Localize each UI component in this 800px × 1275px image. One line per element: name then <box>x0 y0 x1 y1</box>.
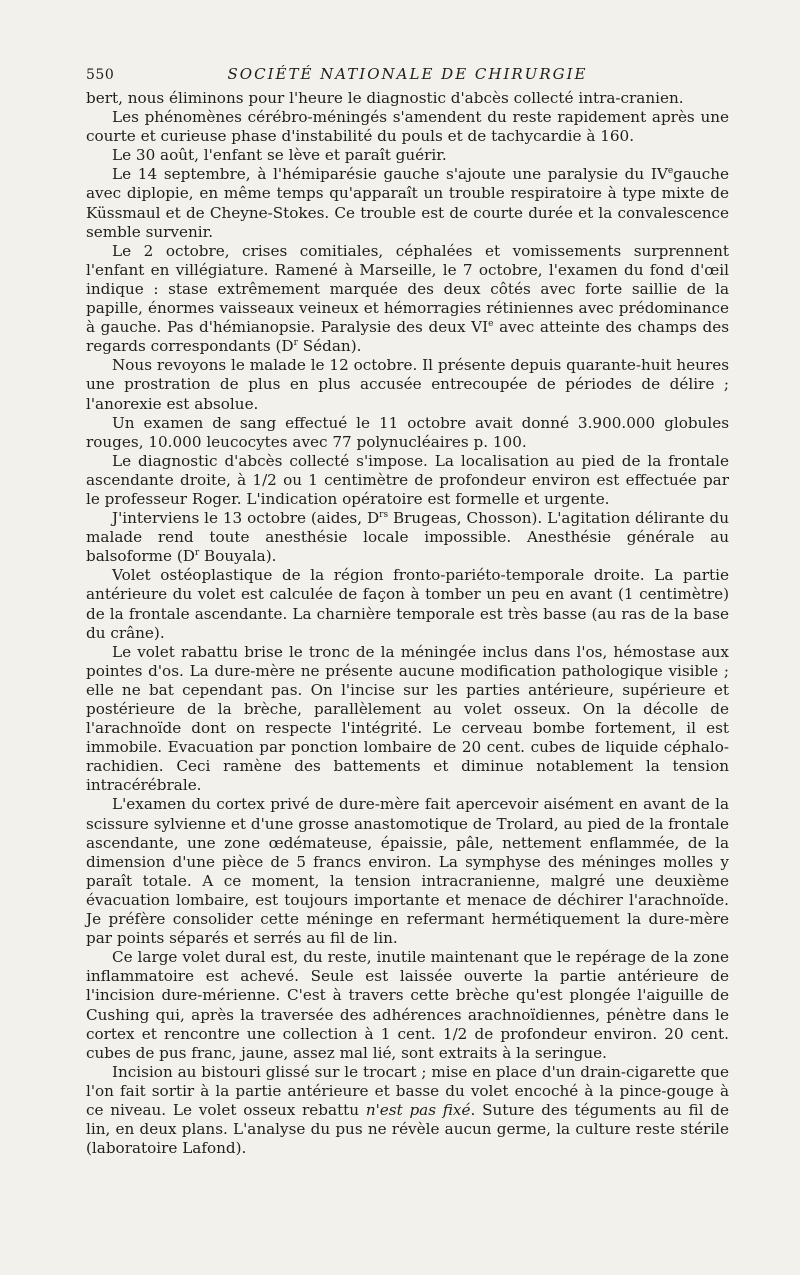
paragraph <box>86 948 729 1063</box>
paragraph <box>86 165 729 241</box>
paragraph <box>86 108 729 146</box>
paragraph <box>86 566 729 642</box>
paragraph <box>86 356 729 413</box>
italic-text: n'est pas fixé <box>365 1100 471 1119</box>
superscript: e <box>488 319 494 330</box>
paragraph-text: Ce large volet dural est, du reste, inutile maintenant que le repérage de la zone inflammatoire est achevé. Seule est laissée ouverte la partie antérieure de l'incision dure-mérienne. C'est à travers cette brèche qu'est plongée l'aiguille de Cushing qui, après la traversée des adhérences arachnoïdiennes, pénètre dans le cortex et rencontre une collection à 1 cent. 1/2 de profondeur environ. 20 cent. cubes de pus franc, jaune, assez mal lié, sont extraits à la seringue. <box>86 948 729 1062</box>
paragraph <box>86 414 729 452</box>
superscript: r <box>293 338 298 349</box>
paragraph-text: Incision au bistouri glissé sur le trocart ; mise en place d'un drain-cigarette que l'on fait sortir à la partie antérieure et basse du volet encoché à la pince-gouge à ce niveau. Le volet osseux rebattu <box>86 1062 729 1119</box>
paragraph <box>86 242 729 357</box>
paragraph <box>86 89 729 108</box>
body-text <box>86 89 729 1158</box>
running-title: SOCIÉTÉ NATIONALE DE CHIRURGIE <box>227 65 588 83</box>
paragraph-text: J'interviens le 13 octobre (aides, D <box>112 509 380 528</box>
paragraph-text: Le 30 août, l'enfant se lève et paraît guérir. <box>112 146 447 165</box>
paragraph-text: Sédan). <box>297 337 362 356</box>
paragraph-text: Volet ostéoplastique de la région fronto-pariéto-temporale droite. La partie antérieure du volet est calculée de façon à tomber un peu en avant (1 centimètre) de la frontale ascendante. La charnière temporale est très basse (au ras de la base du crâne). <box>86 566 729 642</box>
paragraph-text: bert, nous éliminons pour l'heure le diagnostic d'abcès collecté intra-cranien. <box>86 89 684 107</box>
paragraph-text: Nous revoyons le malade le 12 octobre. Il présente depuis quarante-huit heures une prostration de plus en plus accusée entrecoupée de périodes de délire ; l'anorexie est absolue. <box>86 356 729 413</box>
paragraph <box>86 643 729 796</box>
paragraph-text: Un examen de sang effectué le 11 octobre avait donné 3.900.000 globules rouges, 10.000 leucocytes avec 77 polynucléaires p. 100. <box>86 413 729 451</box>
paragraph-text: avec atteinte des champs des regards correspondants (D <box>86 318 730 356</box>
paragraph-text: Brugeas, Chosson). L'agitation délirante du malade rend toute anesthésie locale impossible. Anesthésie générale au balsoforme (D <box>86 509 730 566</box>
paragraph-text: gauche avec diplopie, en même temps qu'apparaît un trouble respiratoire à type mixte de Küssmaul et de Cheyne-Stokes. Ce trouble est de courte durée et la convalescence semble survenir. <box>86 165 729 241</box>
page-header <box>86 55 729 89</box>
paragraph <box>86 509 729 566</box>
paragraph-text: Le 2 octobre, crises comitiales, céphalées et vomissements surprennent l'enfant en villégiature. Ramené à Marseille, le 7 octobre, l'examen du fond d'œil indique : stase extrêmement marquée des deux côtés avec forte saillie de la papille, énormes vaisseaux veineux et hémorragies rétiniennes avec prédominance à gauche. Pas d'hémianopsie. Paralysie des deux VI <box>86 241 729 337</box>
page-number: 550 <box>86 67 115 83</box>
superscript: r <box>194 548 200 559</box>
paragraph-text: Le 14 septembre, à l'hémiparésie gauche s'ajoute une paralysie du IV <box>112 165 668 184</box>
paragraph <box>86 1063 729 1158</box>
paragraph <box>86 452 729 509</box>
superscript: e <box>667 166 674 177</box>
superscript: rs <box>379 510 389 520</box>
paragraph-text: Bouyala). <box>199 547 277 566</box>
paragraph-text: Le volet rabattu brise le tronc de la méningée inclus dans l'os, hémostase aux pointes d'os. La dure-mère ne présente aucune modification pathologique visible ; elle ne bat cependant pas. On l'incise sur les parties antérieure, supérieure et postérieure de la brèche, parallèlement au volet osseux. On la décolle de l'arachnoïde dont on respecte l'intégrité. Le cerveau bombe fortement, il est immobile. Evacuation par ponction lombaire de 20 cent. cubes de liquide céphalo-rachidien. Ceci ramène des battements et diminue notablement la tension intracérébrale. <box>86 642 729 795</box>
paragraph-text: Les phénomènes cérébro-méningés s'amendent du reste rapidement après une courte et curieuse phase d'instabilité du pouls et de tachycardie à 160. <box>86 108 729 146</box>
paragraph-text: . Suture des téguments au fil de lin, en deux plans. L'analyse du pus ne révèle aucun germe, la culture reste stérile (laboratoire Lafond). <box>86 1100 729 1158</box>
paragraph-text: Le diagnostic d'abcès collecté s'impose. La localisation au pied de la frontale ascendante droite, à 1/2 ou 1 centimètre de profondeur environ est effectuée par le professeur Roger. L'indication opératoire est formelle et urgente. <box>86 451 729 508</box>
paragraph-text: L'examen du cortex privé de dure-mère fait apercevoir aisément en avant de la scissure sylvienne et d'une grosse anastomotique de Trolard, au pied de la frontale ascendante, une zone œdémateuse, épaissie, pâle, nettement enflammée, de la dimension d'une pièce de 5 francs environ. La symphyse des méninges molles y paraît totale. A ce moment, la tension intracranienne, malgré une deuxième évacuation lombaire, est toujours importante et menace de déchirer l'arachnoïde. Je préfère consolider cette méninge en refermant hermétiquement la dure-mère par points séparés et serrés au fil de lin. <box>86 795 729 948</box>
paragraph <box>86 146 729 165</box>
paragraph <box>86 795 729 948</box>
document-page <box>86 55 729 1158</box>
